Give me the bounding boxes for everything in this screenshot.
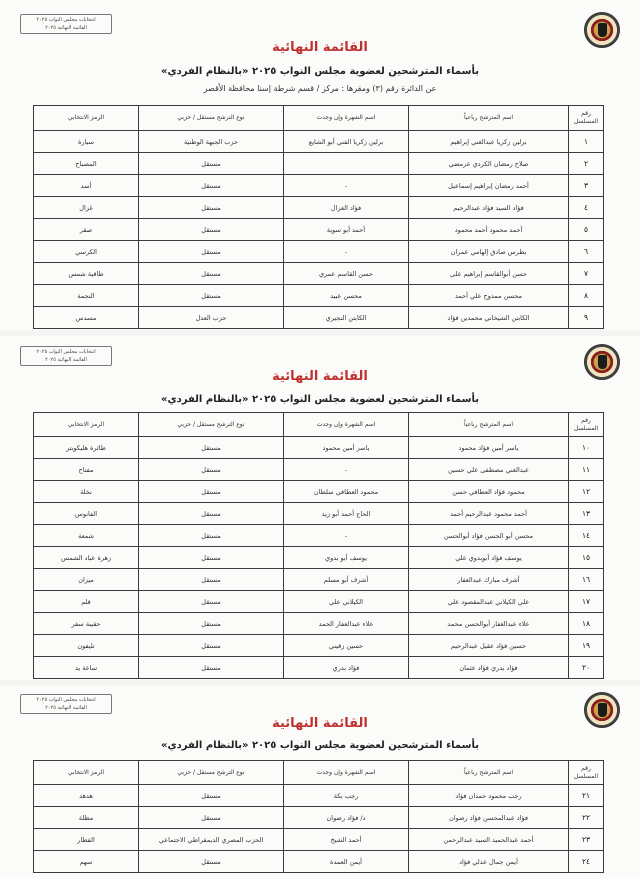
header-name: اسم المترشح رباعياً	[409, 106, 569, 131]
table-header-row	[34, 413, 604, 437]
table-row: ١٨ علاء عبدالغفار أبوالحسن محمد علاء عبدالغفار الحمد مستقل حقيبة سفر	[34, 613, 604, 635]
header-stamp: انتخابات مجلس النواب ٢٠٢٥ القائمة النهائية ٢٠٢٥	[20, 14, 112, 34]
page-title: القائمة النهائية	[272, 716, 368, 731]
table-row: ٩ الكابتن الشيخاني محمدين فؤاد الكابتن النجيري حزب العدل مسدس	[34, 307, 604, 329]
table-row: ١٦ أشرف مبارك عبدالغفار أشرف أبو مسلم مستقل ميزان	[34, 569, 604, 591]
header-type: نوع الترشح مستقل / حزبي	[139, 761, 284, 785]
table-row: ٢٠ فؤاد بدري فؤاد عثمان فؤاد بدري مستقل ساعة يد	[34, 657, 604, 679]
header-serial: رقم المسلسل	[569, 106, 604, 131]
table-row: ١٩ حسين فؤاد عقيل عبدالرحيم حسين زقيني مستقل تليفون	[34, 635, 604, 657]
document-page-1	[0, 0, 640, 330]
table-row: ٤ فؤاد السيد فؤاد عبدالرحيم فؤاد الغزال مستقل غزال	[34, 197, 604, 219]
candidates-table	[33, 412, 604, 679]
table-row: ٥ أحمد محمود أحمد محمود أحمد أبو سوية مستقل صقر	[34, 219, 604, 241]
page-title: القائمة النهائية	[272, 369, 368, 384]
table-row: ١٣ أحمد محمود عبدالرحيم أحمد الحاج أحمد أبو زيد مستقل الفانوس	[34, 503, 604, 525]
header-serial: رقم المسلسل	[569, 413, 604, 437]
table-header-row	[34, 761, 604, 785]
document-page-3	[0, 686, 640, 879]
table-row: ٦ بطرس صادق إلهامي عمران - مستقل الكرسي	[34, 241, 604, 263]
header-symbol: الرمز الانتخابي	[34, 413, 139, 437]
district-info: عن الدائرة رقم (٣) ومقرها : مركز / قسم شرطة إسنا محافظة الأقصر	[203, 84, 437, 93]
page-subtitle: بأسماء المترشحين لعضوية مجلس النواب ٢٠٢٥ «بالنظام الفردي»	[161, 740, 479, 751]
table-row: ١٧ علي الكيلاني عبدالمقصود علي الكيلاني علي مستقل قلم	[34, 591, 604, 613]
header-stamp: انتخابات مجلس النواب ٢٠٢٥ القائمة النهائية ٢٠٢٥	[20, 694, 112, 714]
table-row: ١٢ محمود فؤاد العطافي حسن محمود العطافي سلطان مستقل نخلة	[34, 481, 604, 503]
document-page-2	[0, 336, 640, 680]
header-symbol: الرمز الانتخابي	[34, 761, 139, 785]
header-stamp: انتخابات مجلس النواب ٢٠٢٥ القائمة النهائية ٢٠٢٥	[20, 346, 112, 366]
header-alias: اسم الشهرة وإن وجدت	[284, 106, 409, 131]
page-subtitle: بأسماء المترشحين لعضوية مجلس النواب ٢٠٢٥ «بالنظام الفردي»	[161, 66, 479, 77]
table-row: ٢ صلاح رمضان الكردي عرمضي مستقل المصباح	[34, 153, 604, 175]
table-row: ٢١ رجب محمود حمدان فؤاد رجب بكة مستقل هدهد	[34, 785, 604, 807]
table-row: ٢٢ فؤاد عبدالمحسن فؤاد رضوان د/ فؤاد رضوان مستقل مظلة	[34, 807, 604, 829]
table-row: ١ برلين زكريا عبدالغني إبراهيم برلين زكريا الفني أبو الشايع حزب الجبهة الوطنية سيارة	[34, 131, 604, 153]
header-name: اسم المترشح رباعياً	[409, 413, 569, 437]
table-row: ١٥ يوسف فؤاد أبوبدوي علي يوسف أبو بدوي مستقل زهرة عباد الشمس	[34, 547, 604, 569]
header-alias: اسم الشهرة وإن وجدت	[284, 761, 409, 785]
table-row: ٢٤ أيمن جمال عدلي فؤاد أيمن العمدة مستقل سهم	[34, 851, 604, 873]
table-row: ١١ عبدالغني مصطفى علي حسين - مستقل مفتاح	[34, 459, 604, 481]
header-name: اسم المترشح رباعياً	[409, 761, 569, 785]
header-serial: رقم المسلسل	[569, 761, 604, 785]
header-symbol: الرمز الانتخابي	[34, 106, 139, 131]
table-header-row	[34, 106, 604, 131]
page-title: القائمة النهائية	[272, 40, 368, 55]
header-type: نوع الترشح مستقل / حزبي	[139, 413, 284, 437]
table-row: ٧ حسن أبوالقاسم إبراهيم علي حسن القاسم عمري مستقل طاقية شمس	[34, 263, 604, 285]
header-type: نوع الترشح مستقل / حزبي	[139, 106, 284, 131]
candidates-table	[33, 105, 604, 329]
header-alias: اسم الشهرة وإن وجدت	[284, 413, 409, 437]
table-row: ١٤ محسن أبو الحسن فؤاد أبوالحسن - مستقل شمعة	[34, 525, 604, 547]
page-subtitle: بأسماء المترشحين لعضوية مجلس النواب ٢٠٢٥ «بالنظام الفردي»	[161, 394, 479, 405]
table-row: ٨ محسن ممدوح علي أحمد محسن عبيد مستقل النجمة	[34, 285, 604, 307]
table-row: ٢٣ أحمد عبدالحميد السيد عبدالرحمن أحمد الشيخ الحزب المصري الديمقراطي الاجتماعي القطار	[34, 829, 604, 851]
table-row: ١٠ ياسر أمين فؤاد محمود ياسر أمين محمود مستقل طائرة هليكوبتر	[34, 437, 604, 459]
candidates-table	[33, 760, 604, 873]
table-row: ٣ أحمد رمضان إبراهيم إسماعيل - مستقل أسد	[34, 175, 604, 197]
